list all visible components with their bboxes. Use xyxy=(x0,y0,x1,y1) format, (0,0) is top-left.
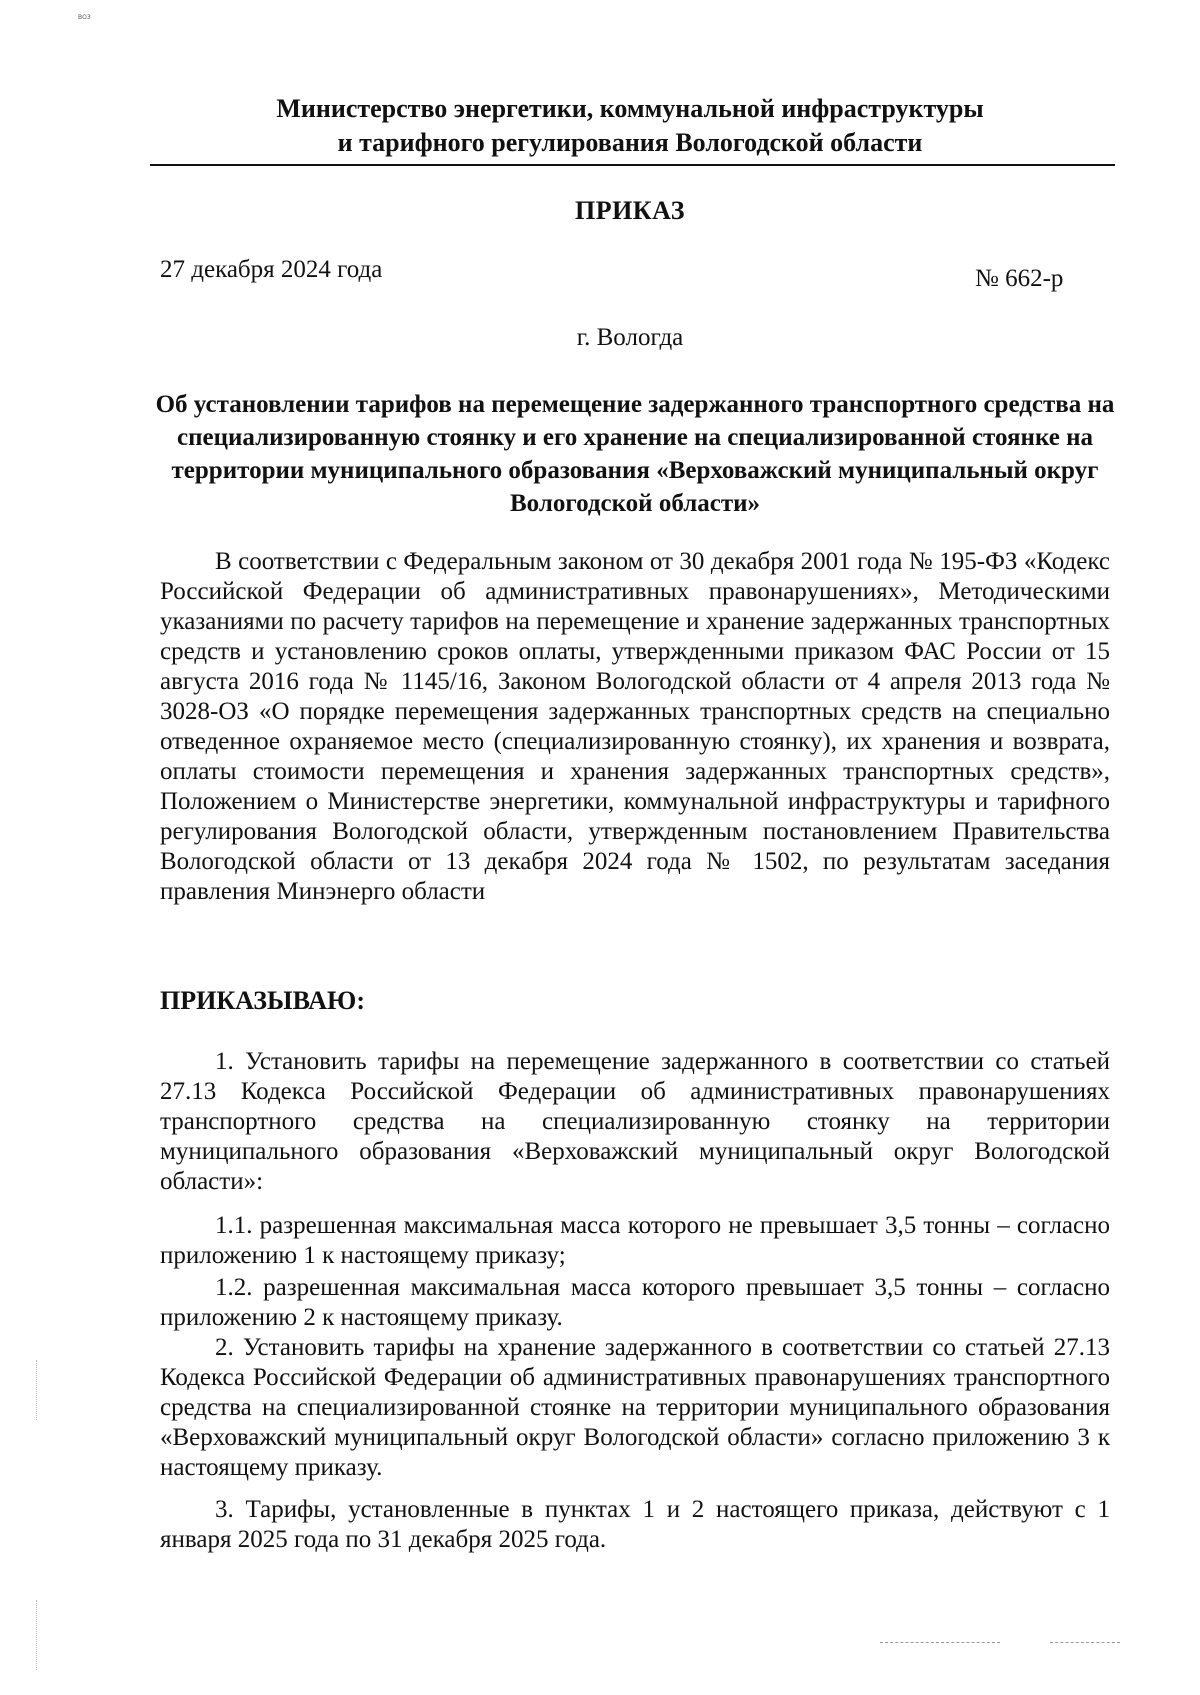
scan-noise xyxy=(36,1360,38,1420)
header-divider xyxy=(150,164,1115,166)
ministry-line-1: Министерство энергетики, коммунальной инфраструктуры xyxy=(276,94,984,123)
scan-noise xyxy=(36,1600,38,1670)
document-date: 27 декабря 2024 года xyxy=(160,256,383,283)
scan-noise xyxy=(1050,1642,1120,1643)
item-1-1-paragraph: 1.1. разрешенная максимальная масса которого не превышает 3,5 тонны – согласно приложению 1 к настоящему приказу; xyxy=(160,1212,1110,1269)
scan-noise xyxy=(880,1642,1000,1643)
decree-word: ПРИКАЗЫВАЮ: xyxy=(160,986,365,1015)
document-city: г. Вологда xyxy=(576,324,684,351)
document-title: ПРИКАЗ xyxy=(574,196,686,225)
item-3-paragraph: 3. Тарифы, установленные в пунктах 1 и 2 настоящего приказа, действуют с 1 января 2025 года по 31 декабря 2025 года. xyxy=(160,1496,1110,1553)
item-2-paragraph: 2. Установить тарифы на хранение задержанного в соответствии со статьей 27.13 Кодекса Российской Федерации об административных правонарушениях транспортного средства на специализированной стоянке на территории муниципального образования «Верховажский муниципальный округ Вологодской области» согласно приложению 3 к настоящему приказу. xyxy=(160,1334,1110,1481)
ministry-line-2: и тарифного регулирования Вологодской области xyxy=(337,128,923,157)
document-number: № 662-р xyxy=(975,265,1064,292)
scan-mark: ВОЗ xyxy=(78,14,91,21)
item-1-2-paragraph: 1.2. разрешенная максимальная масса которого превышает 3,5 тонны – согласно приложению 2 к настоящему приказу. xyxy=(160,1274,1110,1331)
preamble-paragraph: В соответствии с Федеральным законом от 30 декабря 2001 года № 195-ФЗ «Кодекс Российской Федерации об административных правонарушениях», Методическими указаниями по расчету тарифов на перемещение и хранение задержанных транспортных средств и установлению сроков оплаты, утвержденными приказом ФАС России от 15 августа 2016 года № 1145/16, Законом Вологодской области от 4 апреля 2013 года № 3028-ОЗ «О порядке перемещения задержанных транспортных средств на специально отведенное охраняемое место (специализированную стоянку), их хранения и возврата, оплаты стоимости перемещения и хранения задержанных транспортных средств», Положением о Министерстве энергетики, коммунальной инфраструктуры и тарифного регулирования Вологодской области, утвержденным постановлением Правительства Вологодской области от 13 декабря 2024 года № 1502, по результатам заседания правления Минэнерго области xyxy=(160,548,1110,905)
item-1-paragraph: 1. Установить тарифы на перемещение задержанного в соответствии со статьей 27.13 Кодекса Российской Федерации об административных правонарушениях транспортного средства на специализированную стоянку на территории муниципального образования «Верховажский муниципальный округ Вологодской области»: xyxy=(160,1048,1110,1195)
document-subject: Об установлении тарифов на перемещение задержанного транспортного средства на специализированную стоянку и его хранение на специализированной стоянке на территории муниципального образования «Верховажский муниципальный округ Вологодской области» xyxy=(155,391,1115,517)
ministry-header xyxy=(150,92,1110,160)
